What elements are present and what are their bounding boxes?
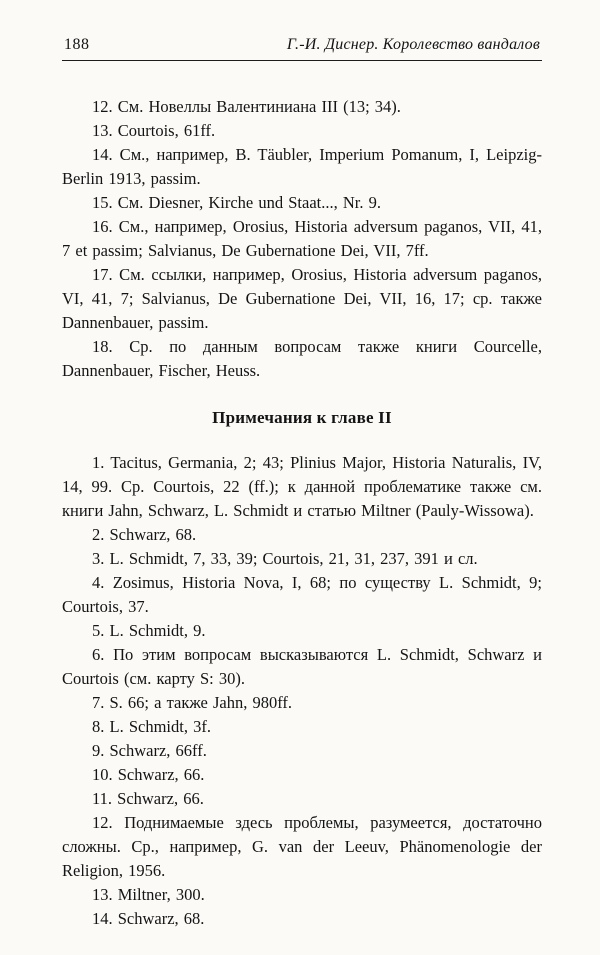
note-item: 5. L. Schmidt, 9.: [92, 621, 206, 640]
note-item: 14. Schwarz, 68.: [92, 909, 205, 928]
page-number: 188: [64, 36, 90, 53]
note-item: 11. Schwarz, 66.: [92, 789, 204, 808]
note-item: 4. Zosimus, Historia Nova, I, 68; по существу L. Schmidt, 9; Courtois, 37.: [62, 573, 542, 616]
note-item: 1. Tacitus, Germania, 2; 43; Plinius Major, Historia Naturalis, IV, 14, 99. Ср. Courtois, 22 (ff.); к данной проблематике также см. книги Jahn, Schwarz, L. Schmidt и статью Miltner (Pauly-Wissowa).: [62, 453, 542, 520]
note-item: 14. См., например, B. Täubler, Imperium Pomanum, I, Leipzig-Berlin 1913, passim.: [62, 145, 542, 188]
note-item: 10. Schwarz, 66.: [92, 765, 205, 784]
note-item: 12. Поднимаемые здесь проблемы, разумеется, достаточно сложны. Ср., например, G. van der Leeuv, Phänomenologie der Religion, 1956.: [62, 813, 542, 880]
note-item: 13. Miltner, 300.: [92, 885, 205, 904]
running-title: Г.-И. Диснер. Королевство вандалов: [286, 36, 540, 53]
note-item: 12. См. Новеллы Валентиниана III (13; 34).: [92, 97, 401, 116]
note-item: 9. Schwarz, 66ff.: [92, 741, 207, 760]
page-header: [62, 36, 542, 58]
note-item: 18. Ср. по данным вопросам также книги Courcelle, Dannenbauer, Fischer, Heuss.: [62, 337, 542, 380]
note-item: 17. См. ссылки, например, Orosius, Historia adversum paganos, VI, 41, 7; Salvianus, De Gubernatione Dei, VII, 16, 17; ср. также Dannenbauer, passim.: [62, 265, 542, 332]
header-rule: [62, 60, 542, 61]
notes-content: [62, 95, 542, 931]
chapter-notes-heading: Примечания к главе II: [212, 408, 392, 427]
note-item: 8. L. Schmidt, 3f.: [92, 717, 211, 736]
note-item: 7. S. 66; а также Jahn, 980ff.: [92, 693, 293, 712]
note-item: 13. Courtois, 61ff.: [92, 121, 216, 140]
note-item: 16. См., например, Orosius, Historia adversum paganos, VII, 41, 7 et passim; Salvianus, De Gubernatione Dei, VII, 7ff.: [62, 217, 542, 260]
note-item: 15. См. Diesner, Kirche und Staat..., Nr. 9.: [92, 193, 381, 212]
note-item: 2. Schwarz, 68.: [92, 525, 197, 544]
note-item: 3. L. Schmidt, 7, 33, 39; Courtois, 21, 31, 237, 391 и сл.: [92, 549, 478, 568]
note-item: 6. По этим вопросам высказываются L. Schmidt, Schwarz и Courtois (см. карту S: 30).: [62, 645, 542, 688]
